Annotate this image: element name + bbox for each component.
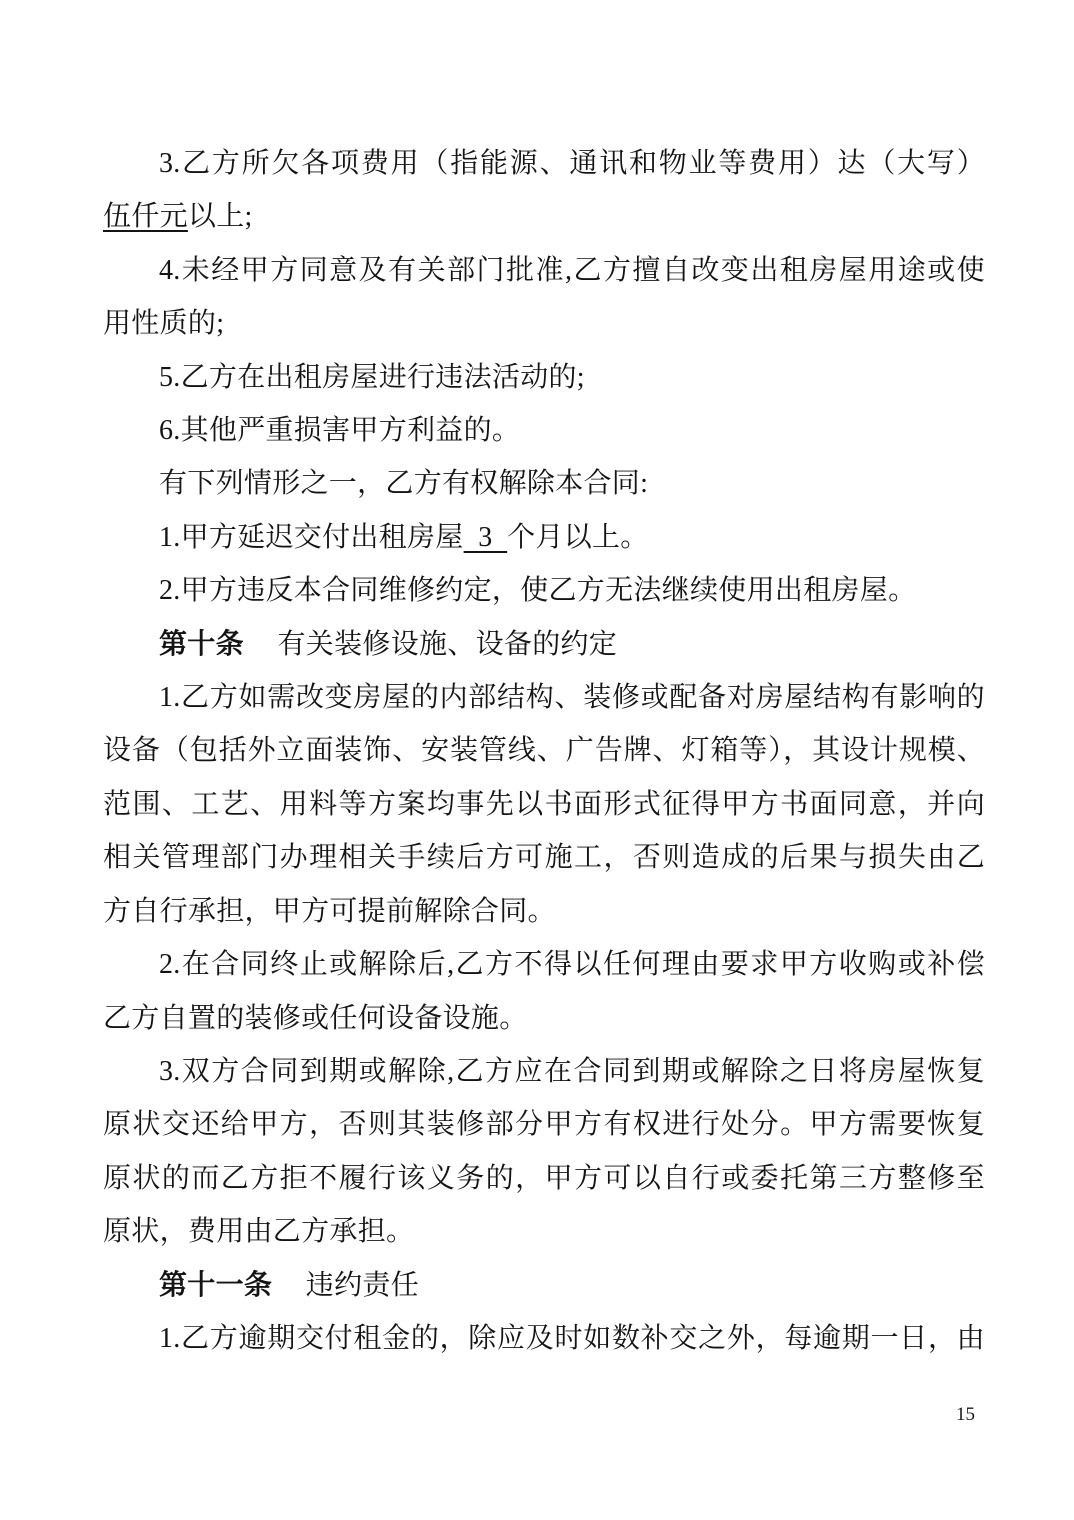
text-segment: 4.未经甲方同意及有关部门批准,乙方擅自改变出租房屋用途或使 <box>159 254 985 286</box>
text-line <box>103 1045 985 1098</box>
text-segment: 2.甲方违反本合同维修约定，使乙方无法继续使用出租房屋。 <box>159 575 917 607</box>
text-segment: 1.甲方延迟交付出租房屋 <box>159 521 464 553</box>
text-line <box>103 511 985 564</box>
text-segment: 方自行承担，甲方可提前解除合同。 <box>103 895 556 927</box>
text-segment: 3.乙方所欠各项费用（指能源、通讯和物业等费用）达（大写） <box>159 148 985 179</box>
text-line <box>103 1098 985 1151</box>
text-segment: 相关管理部门办理相关手续后方可施工，否则造成的后果与损失由乙 <box>103 842 985 874</box>
text-segment: 原状交还给甲方，否则其装修部分甲方有权进行处分。甲方需要恢复 <box>103 1109 985 1141</box>
text-segment: 以上; <box>187 201 253 233</box>
text-line <box>103 1152 985 1205</box>
page-number: 15 <box>956 1404 975 1425</box>
text-line <box>103 564 985 617</box>
text-segment: 有下列情形之一，乙方有权解除本合同: <box>159 468 649 500</box>
text-segment: 个月以上。 <box>507 521 649 553</box>
text-line <box>103 724 985 777</box>
text-line <box>103 831 985 884</box>
text-segment: 用性质的; <box>103 308 225 340</box>
text-line <box>103 671 985 724</box>
text-segment: 1.乙方逾期交付租金的，除应及时如数补交之外，每逾期一日，由 <box>159 1322 985 1354</box>
text-segment: 2.在合同终止或解除后,乙方不得以任何理由要求甲方收购或补偿 <box>159 949 985 981</box>
text-line <box>103 297 985 350</box>
text-segment: 6.其他严重损害甲方利益的。 <box>159 415 521 447</box>
text-segment: 设备（包括外立面装饰、安装管线、广告牌、灯箱等），其设计规模、 <box>103 735 985 767</box>
text-line <box>103 885 985 938</box>
text-segment: 3.双方合同到期或解除,乙方应在合同到期或解除之日将房屋恢复 <box>159 1055 985 1087</box>
text-segment: 乙方自置的装修或任何设备设施。 <box>103 1002 528 1034</box>
text-line <box>103 351 985 404</box>
text-segment: 违约责任 <box>305 1269 419 1301</box>
text-line <box>103 190 985 243</box>
text-segment: 1.乙方如需改变房屋的内部结构、装修或配备对房屋结构有影响的 <box>159 682 985 714</box>
heading-label: 第十一条 <box>159 1269 273 1301</box>
text-line <box>103 938 985 991</box>
heading-label: 第十条 <box>159 628 244 660</box>
text-line <box>103 137 985 190</box>
contract-body <box>103 137 985 1365</box>
text-segment: 原状的而乙方拒不履行该义务的，甲方可以自行或委托第三方整修至 <box>103 1162 985 1194</box>
text-segment: 范围、工艺、用料等方案均事先以书面形式征得甲方书面同意，并向 <box>103 788 985 820</box>
text-line <box>103 992 985 1045</box>
text-segment: 有关装修设施、设备的约定 <box>277 628 618 660</box>
text-segment: 原状，费用由乙方承担。 <box>103 1216 415 1248</box>
text-line <box>103 404 985 457</box>
text-line <box>103 244 985 297</box>
section-heading <box>103 618 985 671</box>
text-line <box>103 1312 985 1365</box>
text-line <box>103 457 985 510</box>
section-heading <box>103 1259 985 1312</box>
fill-in-value: 3 <box>463 521 508 553</box>
fill-in-value: 伍仟元 <box>103 201 188 233</box>
text-line <box>103 1205 985 1258</box>
text-segment: 5.乙方在出租房屋进行违法活动的; <box>159 361 585 393</box>
text-line <box>103 778 985 831</box>
